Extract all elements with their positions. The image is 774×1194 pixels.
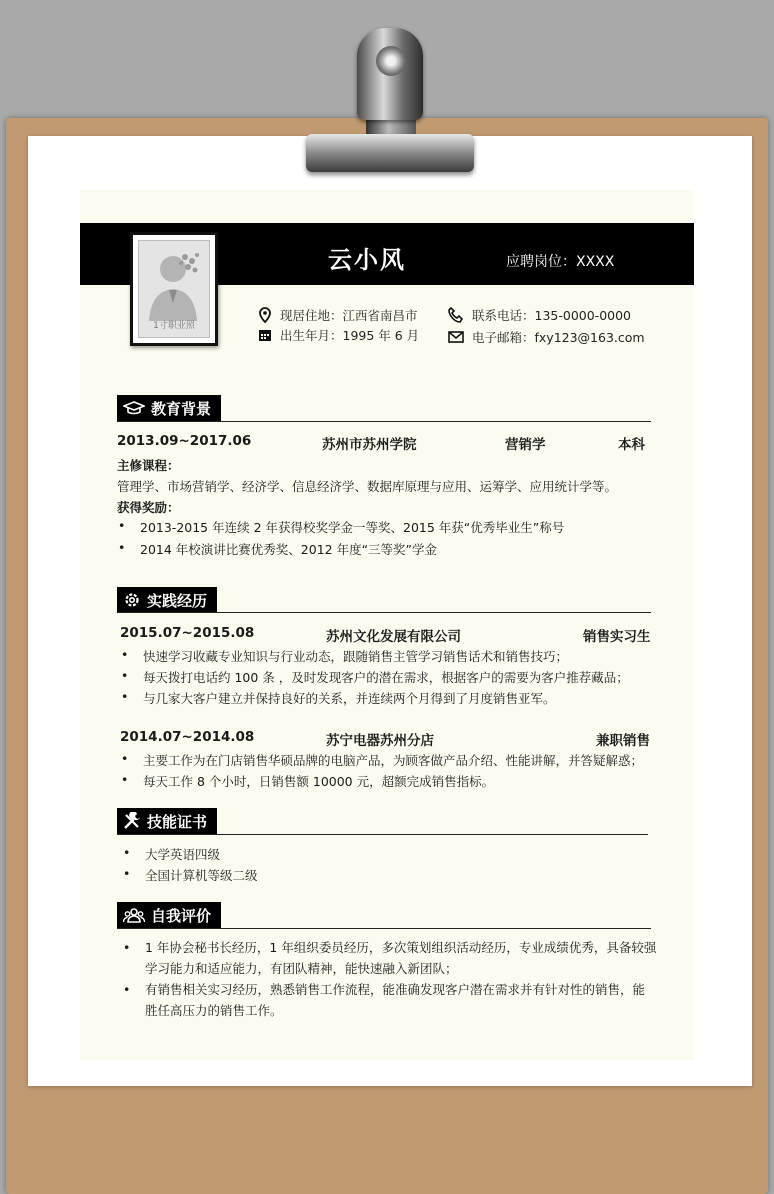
- courses-text: 管理学、市场营销学、经济学、信息经济学、数据库原理与应用、运筹学、应用统计学等。: [117, 479, 618, 494]
- tools-icon: [123, 812, 141, 830]
- section-skills-header: [117, 808, 217, 834]
- job-period: 2014.07~2014.08: [120, 729, 255, 745]
- section-divider: [117, 928, 651, 929]
- address-text: 现居住地：江西省南昌市: [280, 308, 418, 323]
- list-item: • 2013-2015 年连续 2 年获得校奖学金一等奖、2015 年获“优秀毕业生”称号: [140, 518, 564, 536]
- edu-degree: 本科: [618, 437, 645, 453]
- person-avatar-icon: [143, 243, 210, 323]
- list-item: • 主要工作为在门店销售华硕品牌的电脑产品，为顾客做产品介绍、性能讲解，并答疑解惑；: [143, 751, 643, 769]
- clip-base: [306, 134, 474, 172]
- edu-school: 苏州市苏州学院: [322, 437, 417, 453]
- list-item: • 1 年协会秘书长经历，1 年组织委员经历，多次策划组织活动经历，专业成绩优秀，具备较强学习能力和适应能力，有团队精神，能快速融入新团队；: [145, 937, 657, 979]
- phone-text: 联系电话：135-0000-0000: [472, 308, 632, 323]
- courses-label: 主修课程：: [117, 458, 180, 473]
- email-text: 电子邮箱：fxy123@163.com: [472, 330, 645, 345]
- graduation-cap-icon: [123, 401, 145, 415]
- section-divider: [117, 421, 651, 422]
- list-item: • 每天工作 8 个小时，日销售额 10000 元，超额完成销售指标。: [143, 772, 494, 790]
- envelope-icon: [448, 331, 464, 343]
- list-item: • 每天拨打电话约 100 条 ，及时发现客户的潜在需求，根据客户的需要为客户推荐藏品；: [143, 668, 629, 686]
- list-item: • 有销售相关实习经历，熟悉销售工作流程，能准确发现客户潜在需求并有针对性的销售，能胜任高压力的销售工作。: [145, 979, 657, 1021]
- people-icon: [123, 907, 145, 923]
- edu-period: 2013.09~2017.06: [117, 433, 252, 449]
- gear-icon: [123, 591, 141, 609]
- contact-email: [448, 328, 645, 346]
- list-item: • 全国计算机等级二级: [145, 866, 258, 884]
- calendar-icon: [258, 328, 272, 342]
- candidate-name: 云小风: [328, 246, 406, 274]
- phone-icon: [448, 307, 464, 323]
- job-role: 兼职销售: [596, 733, 650, 749]
- section-title: 技能证书: [147, 812, 208, 831]
- section-title: 自我评价: [151, 906, 212, 925]
- section-divider: [117, 612, 651, 613]
- job-company: 苏州文化发展有限公司: [326, 629, 461, 645]
- section-title: 教育背景: [151, 399, 212, 418]
- birth-text: 出生年月：1995 年 6 月: [280, 328, 420, 343]
- contact-phone: [448, 306, 631, 324]
- section-divider: [117, 834, 648, 835]
- section-education-header: [117, 395, 221, 421]
- location-pin-icon: [258, 307, 272, 323]
- edu-major: 营销学: [505, 437, 546, 453]
- section-title: 实践经历: [147, 591, 208, 610]
- applied-position: 应聘岗位：XXXX: [506, 254, 615, 270]
- list-item: • 大学英语四级: [145, 845, 220, 863]
- list-item: • 与几家大客户建立并保持良好的关系，并连续两个月得到了月度销售亚军。: [143, 689, 556, 707]
- awards-label: 获得奖励：: [117, 500, 180, 515]
- section-self-eval-header: [117, 902, 221, 928]
- contact-address: [258, 306, 418, 324]
- job-period: 2015.07~2015.08: [120, 625, 255, 641]
- list-item: • 快速学习收藏专业知识与行业动态，跟随销售主管学习销售话术和销售技巧；: [143, 647, 568, 665]
- job-company: 苏宁电器苏州分店: [326, 733, 434, 749]
- job-role: 销售实习生: [583, 629, 651, 645]
- profile-photo: [130, 232, 218, 346]
- list-item: • 2014 年校演讲比赛优秀奖、2012 年度“三等奖”学金: [140, 540, 437, 558]
- section-practice-header: [117, 587, 217, 613]
- photo-caption: 1寸职业照: [153, 321, 195, 331]
- contact-birth: [258, 326, 419, 344]
- clip-rivet: [376, 46, 406, 76]
